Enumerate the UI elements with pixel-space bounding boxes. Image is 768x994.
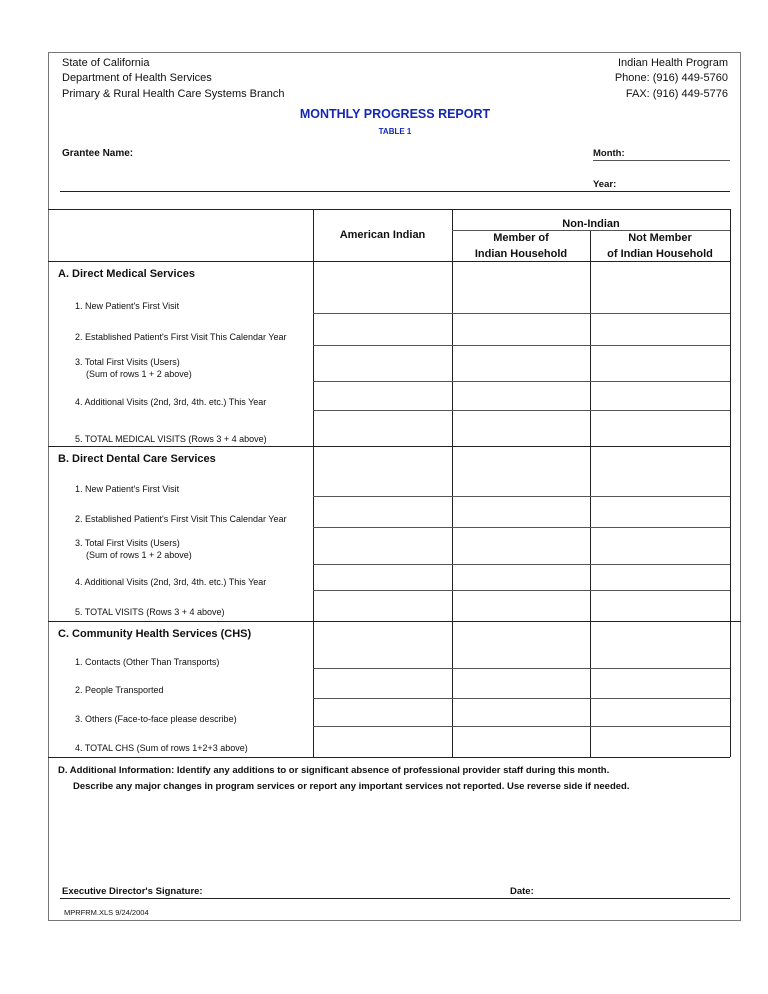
- row-c1: 1. Contacts (Other Than Transports): [75, 657, 220, 667]
- grantee-name-label: Grantee Name:: [62, 148, 134, 159]
- row-a3-note: (Sum of rows 1 + 2 above): [86, 369, 192, 379]
- row-a1: 1. New Patient's First Visit: [75, 301, 180, 311]
- header-fax: FAX: (916) 449-5776: [625, 88, 728, 100]
- section-d-line1: D. Additional Information: Identify any additions to or significant absence of professional provider staff during this month.: [58, 765, 610, 776]
- row-c2: 2. People Transported: [75, 685, 164, 695]
- col-header-notmember-1: Not Member: [628, 232, 692, 244]
- section-d-line2: Describe any major changes in program services or report any important services not reported. Use reverse side if needed.: [73, 781, 630, 792]
- row-b5: 5. TOTAL VISITS (Rows 3 + 4 above): [75, 607, 225, 617]
- row-c4: 4. TOTAL CHS (Sum of rows 1+2+3 above): [75, 743, 248, 753]
- row-b2: 2. Established Patient's First Visit This Calendar Year: [75, 514, 287, 524]
- month-field[interactable]: [593, 160, 730, 161]
- month-label: Month:: [593, 148, 625, 159]
- row-b4: 4. Additional Visits (2nd, 3rd, 4th. etc.) This Year: [75, 577, 267, 587]
- col-header-notmember-2: of Indian Household: [607, 248, 713, 260]
- header-department: Department of Health Services: [62, 72, 212, 84]
- section-b-title: B. Direct Dental Care Services: [58, 453, 216, 465]
- table-subtitle: TABLE 1: [378, 127, 412, 136]
- row-b3: 3. Total First Visits (Users): [75, 538, 180, 548]
- row-a4: 4. Additional Visits (2nd, 3rd, 4th. etc.) This Year: [75, 397, 267, 407]
- section-c-title: C. Community Health Services (CHS): [58, 628, 252, 640]
- row-c3: 3. Others (Face-to-face please describe): [75, 714, 237, 724]
- signature-line[interactable]: [60, 898, 730, 899]
- page-title: MONTHLY PROGRESS REPORT: [299, 107, 491, 121]
- col-header-american-indian: American Indian: [339, 229, 426, 241]
- row-a2: 2. Established Patient's First Visit This Calendar Year: [75, 332, 287, 342]
- grantee-name-field[interactable]: [60, 191, 730, 192]
- header-program: Indian Health Program: [617, 57, 728, 69]
- date-label: Date:: [510, 886, 534, 897]
- row-b3-note: (Sum of rows 1 + 2 above): [86, 550, 192, 560]
- col-header-member-2: Indian Household: [474, 248, 568, 260]
- form-id: MPRFRM.XLS 9/24/2004: [64, 908, 149, 917]
- header-phone: Phone: (916) 449-5760: [614, 72, 728, 84]
- signature-label: Executive Director's Signature:: [62, 886, 203, 897]
- header-branch: Primary & Rural Health Care Systems Branch: [62, 88, 285, 100]
- year-label: Year:: [593, 179, 617, 190]
- section-a-title: A. Direct Medical Services: [58, 268, 195, 280]
- row-b1: 1. New Patient's First Visit: [75, 484, 180, 494]
- col-header-non-indian: Non-Indian: [562, 218, 620, 230]
- row-a3: 3. Total First Visits (Users): [75, 357, 180, 367]
- row-a5: 5. TOTAL MEDICAL VISITS (Rows 3 + 4 above): [75, 434, 267, 444]
- header-state: State of California: [62, 57, 150, 69]
- col-header-member-1: Member of: [493, 232, 549, 244]
